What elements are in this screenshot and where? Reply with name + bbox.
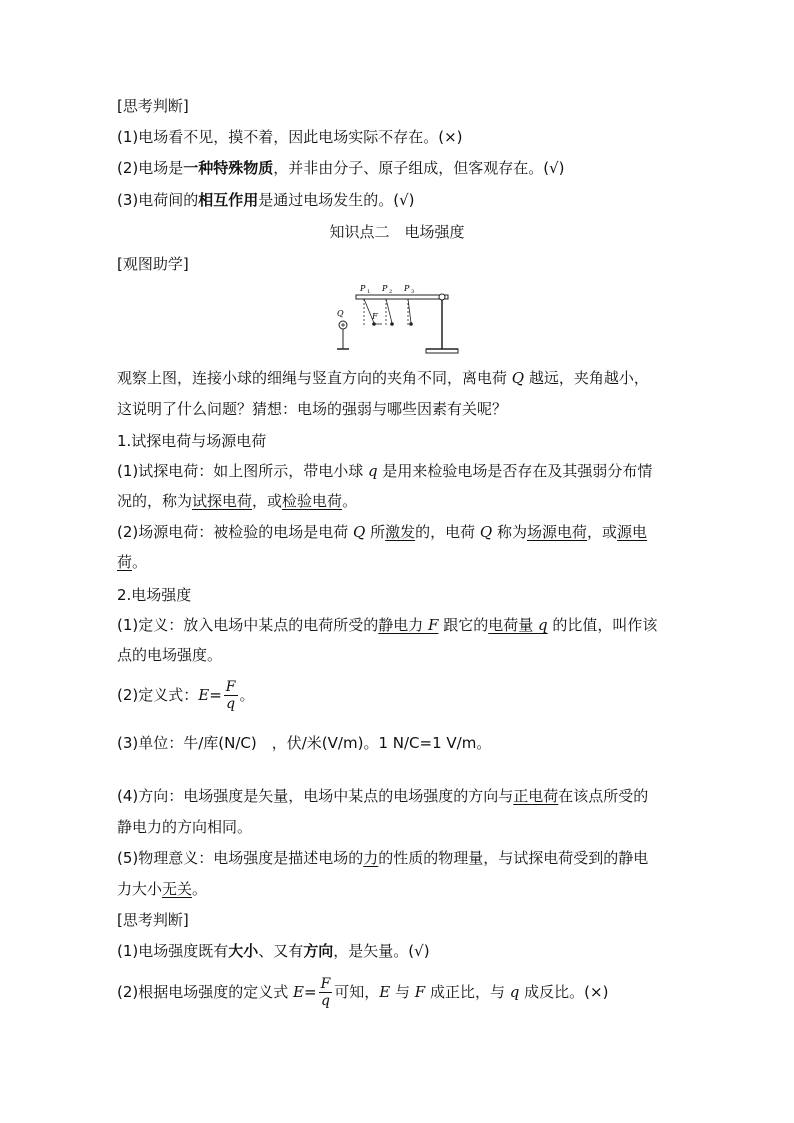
formula-fraction: $\frac{F}{q}$ — [225, 679, 236, 712]
judgement-1: (1)电场看不见，摸不着，因此电场实际不存在。(×) — [117, 128, 463, 146]
part1-title: 1.试探电荷与场源电荷 — [117, 432, 267, 450]
label-p1: P — [360, 284, 366, 293]
electroscope-diagram — [334, 279, 464, 357]
direction-line-1: (4)方向：电场强度是矢量，电场中某点的电场强度的方向与正电荷在该点所受的 — [117, 787, 649, 805]
label-f: F — [372, 312, 378, 321]
observe-text-1: 观察上图，连接小球的细绳与竖直方向的夹角不同，离电荷 Q 越远，夹角越小， — [117, 369, 649, 387]
judgement-3: (3)电荷间的相互作用是通过电场发生的。(√) — [117, 191, 415, 209]
observe-text-2: 这说明了什么问题？猜想：电场的强弱与哪些因素有关呢？ — [117, 400, 508, 418]
svg-text:3: 3 — [411, 289, 415, 295]
meaning-line-1: (5)物理意义：电场强度是描述电场的力的性质的物理量，与试探电荷受到的静电 — [117, 849, 649, 867]
part1-line-1: (1)试探电荷：如上图所示，带电小球 q 是用来检验电场是否存在及其强弱分布情 — [117, 462, 653, 480]
part1-line-4: 荷。 — [117, 553, 148, 571]
part2-title: 2.电场强度 — [117, 586, 192, 604]
ball-3 — [409, 322, 413, 326]
definition-line-2: 点的电场强度。 — [117, 646, 223, 664]
definition-line-1: (1)定义：放入电场中某点的电荷所受的静电力 F 跟它的电荷量 q 的比值，叫作该 — [117, 616, 658, 634]
think-heading-2: [思考判断] — [117, 911, 189, 929]
judgement-5: (2)根据电场强度的定义式 E= $\frac{F}{q}$ 可知，E 与 F 成正比，与 q 成反比。(×) — [117, 976, 609, 1009]
section-title: 知识点二 电场强度 — [329, 223, 465, 241]
svg-text:2: 2 — [389, 289, 393, 295]
observe-heading: [观图助学] — [117, 255, 189, 273]
direction-line-2: 静电力的方向相同。 — [117, 818, 253, 836]
ball-2 — [390, 322, 394, 326]
label-p2: P — [382, 284, 388, 293]
unit-line: (3)单位：牛/库(N/C) ，伏/米(V/m)。1 N/C=1 V/m。 — [117, 734, 492, 752]
svg-text:1: 1 — [367, 289, 371, 295]
part1-line-3: (2)场源电荷：被检验的电场是电荷 Q 所激发的，电荷 Q 称为场源电荷，或源电 — [117, 523, 648, 541]
support-rod — [356, 295, 448, 299]
label-p3: P — [404, 284, 410, 293]
judgement-fraction: $\frac{F}{q}$ — [320, 976, 331, 1009]
think-heading-1: [思考判断] — [117, 97, 189, 115]
part1-line-2: 况的，称为试探电荷，或检验电荷。 — [117, 492, 358, 510]
thread-2 — [386, 299, 392, 323]
thread-3 — [408, 299, 411, 323]
label-q: Q — [337, 309, 344, 318]
judgement-4: (1)电场强度既有大小、又有方向，是矢量。(√) — [117, 942, 430, 960]
meaning-line-2: 力大小无关。 — [117, 880, 208, 898]
formula-line: (2)定义式：E= $\frac{F}{q}$ 。 — [117, 679, 255, 712]
judgement-2: (2)电场是一种特殊物质，并非由分子、原子组成，但客观存在。(√) — [117, 159, 565, 177]
